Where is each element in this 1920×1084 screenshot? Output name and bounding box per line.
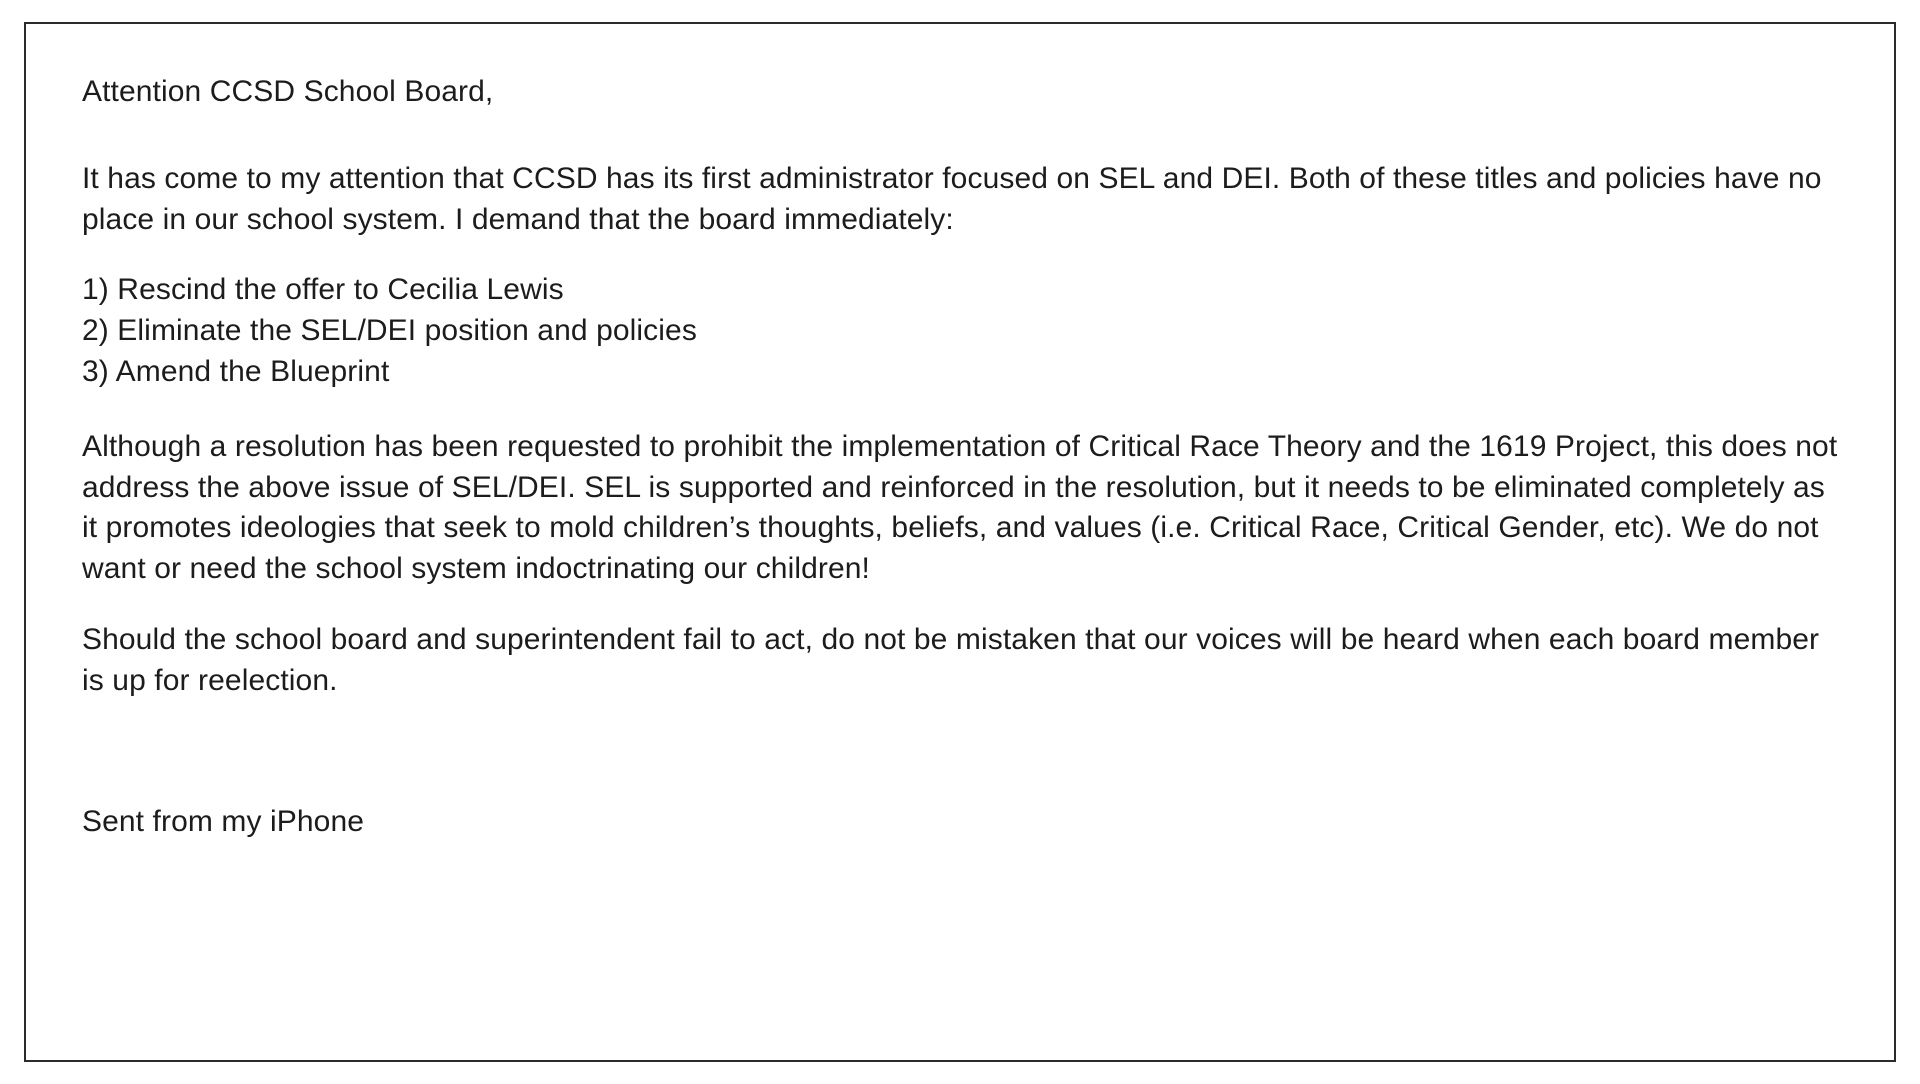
demand-item-3: 3) Amend the Blueprint	[82, 354, 390, 388]
demand-item-2: 2) Eliminate the SEL/DEI position and policies	[82, 314, 697, 348]
document-frame	[24, 22, 1896, 1062]
demand-item-1: 1) Rescind the offer to Cecilia Lewis	[82, 273, 564, 307]
letter-paragraph-1: It has come to my attention that CCSD has its first administrator focused on SEL and DEI. Both of these titles and policies have no place in our school system. I demand that the board immediately:	[82, 161, 1822, 236]
demand-list	[82, 270, 1846, 392]
letter-salutation: Attention CCSD School Board,	[82, 75, 494, 108]
letter-paragraph-3: Should the school board and superintendent fail to act, do not be mistaken that our voices will be heard when each board member is up for reelection.	[82, 622, 1820, 697]
letter-signature: Sent from my iPhone	[82, 804, 365, 838]
letter-paragraph-2: Although a resolution has been requested to prohibit the implementation of Critical Race Theory and the 1619 Project, this does not address the above issue of SEL/DEI. SEL is supported and reinforced in the resolution, but it needs to be eliminated completely as it promotes ideologies that seek to mold children’s thoughts, beliefs, and values (i.e. Critical Race, Critical Gender, etc). We do not want or need the school system indoctrinating our children!	[82, 429, 1838, 586]
letter-body	[82, 72, 1846, 842]
